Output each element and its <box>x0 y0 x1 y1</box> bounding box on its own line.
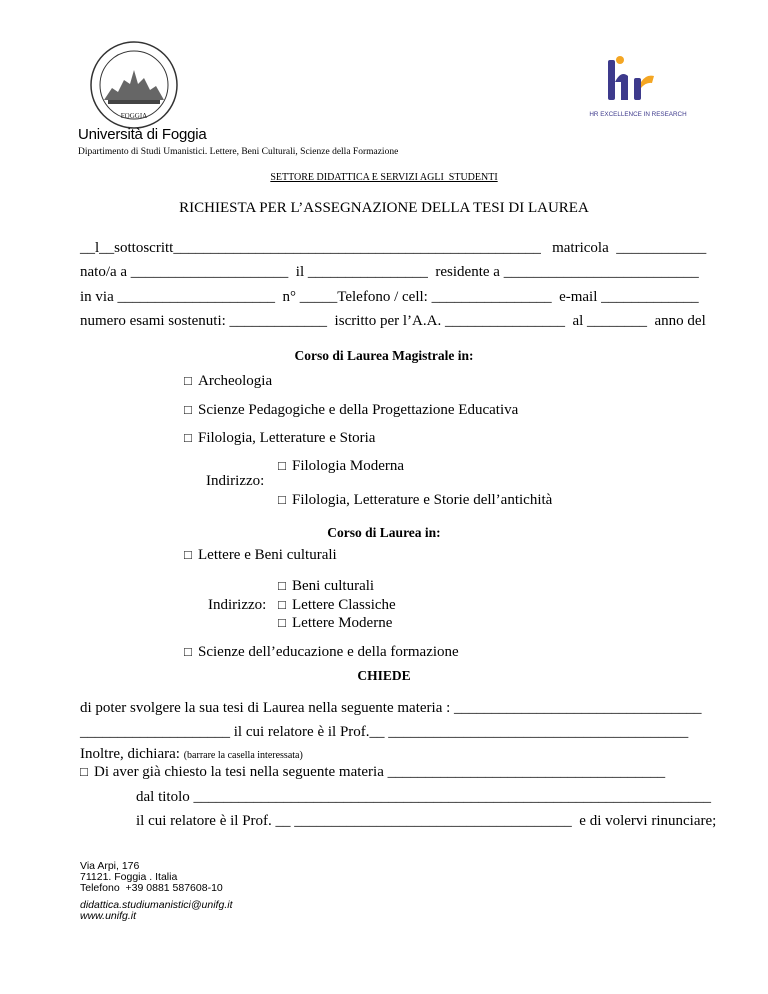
footer-website[interactable]: www.unifg.it <box>80 910 137 922</box>
checkbox-label[interactable]: Di aver già chiesto la tesi nella seguente materia _____________________________________ <box>94 764 666 780</box>
department-name: Dipartimento di Studi Umanistici. Lettere, Beni Culturali, Scienze della Formazione <box>78 147 399 157</box>
checkbox-lettere-beni-culturali[interactable] <box>184 546 337 564</box>
university-seal-logo <box>78 40 190 130</box>
checkbox-filologia-antichita[interactable] <box>278 491 552 509</box>
chiede-heading: CHIEDE <box>357 668 411 683</box>
checkbox-beni-culturali[interactable] <box>278 577 374 595</box>
checkbox-scienze-pedagogiche[interactable] <box>184 401 518 419</box>
indirizzo-label-magistrale: Indirizzo: <box>206 473 265 489</box>
checkbox-label: Scienze dell’educazione e della formazione <box>198 644 459 660</box>
checkbox-label: Filologia, Letterature e Storia <box>198 430 376 446</box>
hr-excellence-logo <box>588 52 688 124</box>
checkbox-label: Lettere Moderne <box>292 615 393 631</box>
checkbox-label: Scienze Pedagogiche e della Progettazione Educativa <box>198 402 519 418</box>
settore-heading: SETTORE DIDATTICA E SERVIZI AGLI STUDENTI <box>270 172 498 183</box>
hr-logo-caption: HR EXCELLENCE IN RESEARCH <box>589 111 687 118</box>
checkbox-label: Filologia, Letterature e Storie dell’antichità <box>292 492 553 508</box>
field-esami-iscrizione[interactable]: numero esami sostenuti: _____________ iscritto per l’A.A. ________________ al ________ anno del <box>80 313 706 329</box>
checkbox-label: Lettere e Beni culturali <box>198 547 337 563</box>
field-nascita-residenza[interactable]: nato/a a _____________________ il ________________ residente a __________________________ <box>80 264 699 280</box>
checkbox-lettere-moderne[interactable] <box>278 614 392 632</box>
checkbox-lettere-classiche[interactable] <box>278 596 396 614</box>
checkbox-filologia-moderna[interactable] <box>278 457 404 475</box>
field-titolo-tesi[interactable]: dal titolo _____________________________________________________________________ <box>136 789 711 805</box>
checkbox-label: Lettere Classiche <box>292 597 396 613</box>
checkbox-label: Archeologia <box>198 373 273 389</box>
dichiara-line <box>80 745 303 765</box>
checkbox-label: Filologia Moderna <box>292 458 405 474</box>
dichiara-label: Inoltre, dichiara: <box>80 746 180 762</box>
footer-email[interactable]: didattica.studiumanistici@unifg.it <box>80 899 233 911</box>
field-indirizzo-contatti[interactable]: in via _____________________ n° _____Telefono / cell: ________________ e-mail _____________ <box>80 289 699 305</box>
footer-address-line: 71121. Foggia . Italia <box>80 871 178 883</box>
field-sottoscritto-matricola[interactable]: __l__sottoscritt_________________________________________________ matricola ____________ <box>80 240 707 256</box>
magistrale-heading: Corso di Laurea Magistrale in: <box>294 348 474 363</box>
laurea-heading: Corso di Laurea in: <box>327 525 441 540</box>
indirizzo-label-laurea: Indirizzo: <box>208 597 267 613</box>
field-relatore[interactable]: ____________________ il cui relatore è il Prof.__ ________________________________________ <box>80 724 689 740</box>
checkbox-label: Beni culturali <box>292 578 375 594</box>
checkbox-tesi-gia-richiesta[interactable] <box>80 763 665 781</box>
checkbox-archeologia[interactable] <box>184 372 272 390</box>
field-materia-tesi[interactable]: di poter svolgere la sua tesi di Laurea nella seguente materia : _________________________________ <box>80 700 702 716</box>
footer-address-line: Via Arpi, 176 <box>80 860 140 872</box>
footer-phone: Telefono +39 0881 587608-10 <box>80 882 223 894</box>
checkbox-scienze-educazione[interactable] <box>184 643 459 661</box>
checkbox-filologia-letterature-storia[interactable] <box>184 429 375 447</box>
dichiara-note: (barrare la casella interessata) <box>183 750 303 761</box>
page-title: RICHIESTA PER L’ASSEGNAZIONE DELLA TESI DI LAUREA <box>179 200 589 216</box>
seal-text: FOGGIA <box>120 112 148 120</box>
field-relatore-rinuncia[interactable]: il cui relatore è il Prof. __ _____________________________________ e di volervi rinunciare; <box>136 813 717 829</box>
university-name: Università di Foggia <box>78 126 207 143</box>
